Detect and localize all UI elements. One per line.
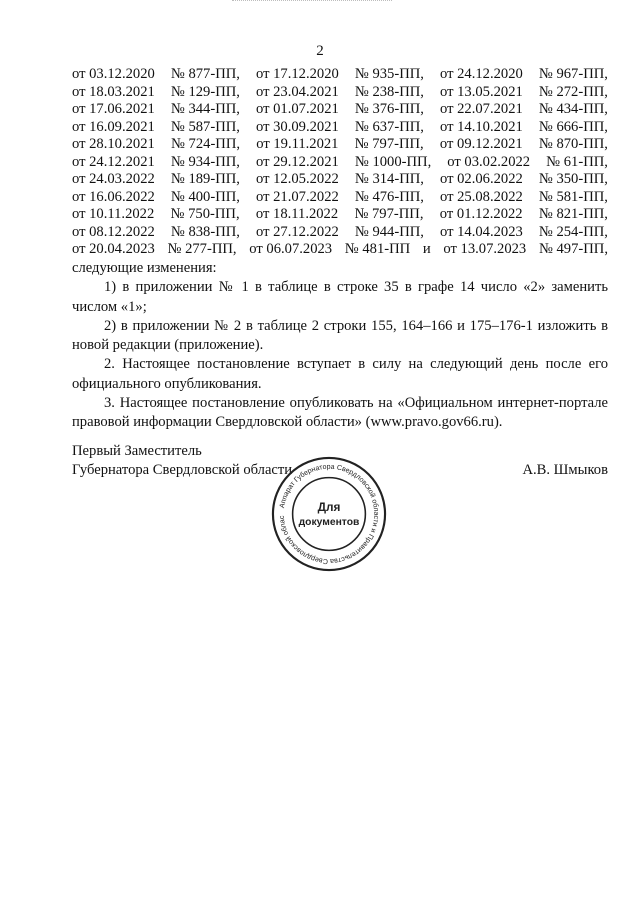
reference-cell: от 30.09.2021 (256, 118, 339, 135)
stamp-center-line1: Для (317, 500, 341, 515)
reference-cell: от 23.04.2021 (256, 83, 339, 100)
reference-cell: № 637-ПП, (354, 118, 424, 135)
reference-cell: от 28.10.2021 (72, 136, 155, 152)
reference-cell: от 09.12.2021 (439, 136, 523, 152)
reference-cell: № 666-ПП, (538, 118, 608, 135)
reference-cell: от 02.06.2022 (440, 171, 523, 187)
reference-cell: от 25.08.2022 (440, 188, 523, 205)
reference-cell: № 476-ПП, (354, 188, 424, 205)
reference-cell: № 61-ПП, (546, 153, 608, 170)
reference-cell: от 08.12.2022 (72, 223, 155, 240)
reference-cell: от 03.02.2022 (447, 153, 531, 170)
reference-cell: № 797-ПП, (354, 136, 424, 152)
reference-cell: № 750-ПП, (170, 206, 240, 222)
reference-cell: от 12.05.2022 (256, 171, 339, 187)
reference-cell: от 01.12.2022 (439, 206, 523, 222)
scan-artifact (232, 0, 392, 5)
reference-cell: № 376-ПП, (354, 101, 424, 117)
paragraph-effective-date: 2. Настоящее постановление вступает в силу на следующий день после его официального опубликования. (72, 356, 608, 392)
reference-cell: от 14.04.2023 (440, 223, 523, 240)
reference-cell: от 13.07.2023 (443, 241, 527, 257)
reference-cell: № 1000-ПП, (354, 153, 432, 170)
reference-cell: № 254-ПП, (538, 223, 608, 240)
reference-cell: от 14.10.2021 (440, 118, 523, 135)
reference-cell: № 870-ПП, (538, 136, 608, 152)
reference-cell: и (422, 241, 431, 257)
reference-cell: № 935-ПП, (354, 66, 424, 82)
reference-cell: от 10.11.2022 (72, 206, 155, 222)
intro-line: следующие изменения: (72, 260, 217, 276)
reference-cell: № 314-ПП, (354, 171, 424, 187)
stamp-ring-text: Аппарат Губернатора Свердловской области и Правительства Свердловской облас (277, 462, 381, 566)
reference-cell: № 838-ПП, (170, 223, 240, 240)
reference-cell: от 16.09.2021 (72, 118, 155, 135)
reference-cell: от 18.11.2022 (255, 206, 339, 222)
paragraph-amendment-2: 2) в приложении № 2 в таблице 2 строки 155, 164–166 и 175–176-1 изложить в новой редакции (приложение). (72, 317, 608, 354)
reference-cell: от 24.03.2022 (72, 171, 155, 187)
signer-title-line1: Первый Заместитель (72, 443, 202, 459)
reference-cell: № 189-ПП, (170, 171, 240, 187)
reference-cell: от 21.07.2022 (256, 188, 339, 205)
reference-row (72, 84, 608, 102)
signer-name: А.В. Шмыков (522, 462, 608, 479)
reference-cell: от 13.05.2021 (440, 83, 523, 100)
reference-cell: № 434-ПП, (538, 101, 608, 117)
reference-cell: от 17.06.2021 (72, 101, 155, 117)
reference-cell: № 400-ПП, (170, 188, 240, 205)
document-body (72, 259, 608, 433)
reference-row (72, 206, 608, 224)
reference-cell: от 20.04.2023 (72, 241, 155, 257)
reference-cell: № 344-ПП, (170, 101, 240, 117)
reference-row (72, 136, 608, 154)
reference-cell: № 934-ПП, (170, 153, 240, 170)
reference-cell: № 821-ПП, (538, 206, 608, 222)
reference-cell: № 350-ПП, (538, 171, 608, 187)
stamp-center-line2: документов (298, 516, 360, 528)
reference-cell: № 272-ПП, (538, 83, 608, 100)
reference-cell: от 01.07.2021 (256, 101, 339, 117)
reference-row (72, 154, 608, 172)
reference-cell: № 967-ПП, (538, 66, 608, 82)
paragraph-publication: 3. Настоящее постановление опубликовать на «Официальном интернет-портале правовой информации Свердловской области» (www.pravo.gov66.ru). (72, 395, 608, 431)
reference-cell: от 24.12.2020 (440, 66, 523, 82)
reference-cell: от 03.12.2020 (72, 66, 155, 82)
reference-cell: от 22.07.2021 (440, 101, 523, 117)
reference-cell: от 18.03.2021 (72, 83, 155, 100)
reference-row (72, 171, 608, 189)
reference-row (72, 241, 608, 259)
reference-row (72, 189, 608, 207)
reference-cell: № 581-ПП, (538, 188, 608, 205)
paragraph-amendment-1: 1) в приложении № 1 в таблице в строке 35 в графе 14 число «2» заменить числом «1»; (72, 279, 608, 315)
reference-cell: № 497-ПП, (538, 241, 608, 257)
reference-cell: от 27.12.2022 (256, 223, 339, 240)
reference-row (72, 66, 608, 84)
reference-row (72, 224, 608, 242)
reference-cell: № 797-ПП, (354, 206, 424, 222)
official-stamp (270, 455, 388, 573)
reference-cell: № 587-ПП, (170, 118, 240, 135)
reference-cell: от 24.12.2021 (72, 153, 155, 170)
reference-cell: от 17.12.2020 (256, 66, 339, 82)
reference-cell: от 06.07.2023 (249, 241, 333, 257)
reference-cell: от 29.12.2021 (256, 153, 339, 170)
reference-row (72, 119, 608, 137)
reference-cell: № 481-ПП (344, 241, 411, 257)
reference-cell: от 16.06.2022 (72, 188, 155, 205)
signer-title-line2: Губернатора Свердловской области (72, 462, 293, 479)
reference-cell: № 129-ПП, (170, 83, 240, 100)
page-number: 2 (316, 43, 324, 59)
reference-cell: № 724-ПП, (170, 136, 241, 152)
reference-cell: № 944-ПП, (354, 223, 424, 240)
reference-row (72, 101, 608, 119)
reference-cell: от 19.11.2021 (256, 136, 339, 152)
reference-cell: № 877-ПП, (170, 66, 240, 82)
reference-cell: № 277-ПП, (167, 241, 237, 257)
reference-cell: № 238-ПП, (354, 83, 424, 100)
reference-list (72, 66, 608, 259)
